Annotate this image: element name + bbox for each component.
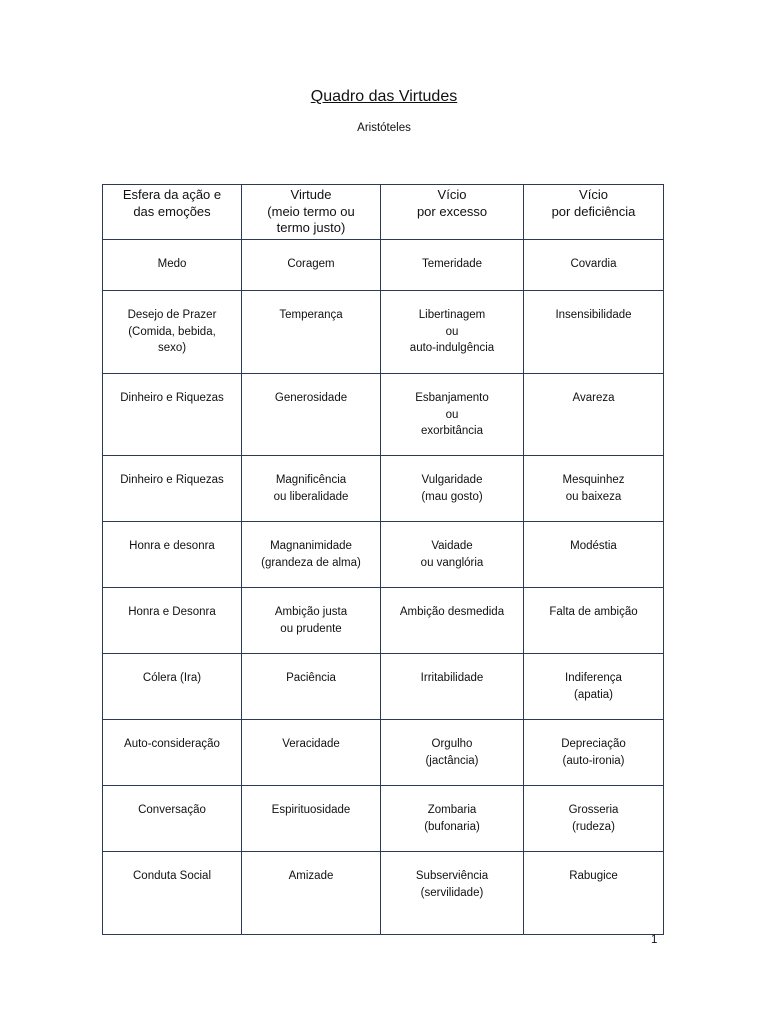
virtue-cell [242,588,381,654]
cell-text: Orgulho (jactância) [425,738,479,767]
document-author: Aristóteles [357,122,411,134]
cell-text: Irritabilidade [420,672,484,684]
header-vice-excess: Vício por excesso [381,185,524,240]
cell-text: Honra e desonra [129,540,215,552]
cell-text: Conduta Social [133,870,211,882]
cell-text: Paciência [286,672,336,684]
cell-text: Espirituosidade [271,804,351,816]
table-row [103,240,664,291]
vice-deficiency-cell [524,852,664,935]
cell-text: Insensibilidade [555,309,632,321]
cell-text: Falta de ambição [549,606,638,618]
cell-text: Dinheiro e Riquezas [120,392,224,404]
cell-text: Conversação [138,804,206,816]
cell-text: Mesquinhez ou baixeza [562,474,625,503]
cell-text: Indiferença (apatia) [565,672,622,701]
virtues-table [102,184,664,935]
vice-excess-cell [381,852,524,935]
cell-text: Generosidade [274,392,348,404]
sphere-cell [103,240,242,291]
table-row [103,786,664,852]
vice-excess-cell [381,588,524,654]
vice-deficiency-cell [524,374,664,456]
cell-text: Veracidade [282,738,340,750]
table-row [103,720,664,786]
cell-text: Depreciação (auto-ironia) [561,738,626,767]
vice-deficiency-cell [524,786,664,852]
sphere-cell [103,786,242,852]
sphere-cell [103,291,242,374]
sphere-cell [103,654,242,720]
cell-text: Covardia [570,258,617,270]
cell-text: Magnanimidade (grandeza de alma) [261,540,361,569]
table-row [103,456,664,522]
cell-text: Dinheiro e Riquezas [120,474,224,486]
cell-text: Libertinagem ou auto-indulgência [409,309,495,354]
page-number: 1 [651,934,658,946]
header-virtue: Virtude (meio termo ou termo justo) [242,185,381,240]
table-header-row [103,185,664,240]
virtue-cell [242,374,381,456]
vice-excess-cell [381,522,524,588]
cell-text: Modéstia [570,540,617,552]
vice-deficiency-cell [524,291,664,374]
vice-excess-cell [381,240,524,291]
sphere-cell [103,522,242,588]
table-row [103,654,664,720]
sphere-cell [103,852,242,935]
cell-text: Amizade [288,870,334,882]
table-row [103,522,664,588]
table-row [103,291,664,374]
virtue-cell [242,852,381,935]
vice-deficiency-cell [524,456,664,522]
header-vice-deficiency: Vício por deficiência [524,185,664,240]
cell-text: Honra e Desonra [128,606,216,618]
table-row [103,588,664,654]
cell-text: Magnificência ou liberalidade [273,474,349,503]
sphere-cell [103,588,242,654]
vice-deficiency-cell [524,588,664,654]
virtue-cell [242,291,381,374]
cell-text: Vaidade ou vanglória [420,540,484,569]
virtue-cell [242,654,381,720]
virtue-cell [242,456,381,522]
table-row [103,374,664,456]
sphere-cell [103,374,242,456]
cell-text: Vulgaridade (mau gosto) [421,474,483,503]
cell-text: Temperança [279,309,343,321]
cell-text: Auto-consideração [124,738,220,750]
vice-deficiency-cell [524,654,664,720]
table-row [103,852,664,935]
virtue-cell [242,240,381,291]
cell-text: Grosseria (rudeza) [568,804,619,833]
vice-deficiency-cell [524,522,664,588]
vice-deficiency-cell [524,720,664,786]
cell-text: Avareza [572,392,615,404]
cell-text: Temeridade [421,258,483,270]
vice-excess-cell [381,786,524,852]
virtue-cell [242,786,381,852]
document-title: Quadro das Virtudes [310,88,458,105]
vice-excess-cell [381,374,524,456]
vice-excess-cell [381,654,524,720]
cell-text: Medo [157,258,187,270]
vice-excess-cell [381,720,524,786]
cell-text: Ambição justa ou prudente [274,606,348,635]
header-sphere: Esfera da ação e das emoções [103,185,242,240]
sphere-cell [103,720,242,786]
vice-excess-cell [381,456,524,522]
cell-text: Subserviência (servilidade) [415,870,489,899]
vice-excess-cell [381,291,524,374]
cell-text: Coragem [287,258,335,270]
sphere-cell [103,456,242,522]
cell-text: Desejo de Prazer (Comida, bebida, sexo) [127,309,217,354]
virtue-cell [242,720,381,786]
cell-text: Zombaria (bufonaria) [424,804,480,833]
cell-text: Ambição desmedida [399,606,505,618]
cell-text: Cólera (Ira) [142,672,202,684]
virtue-cell [242,522,381,588]
cell-text: Esbanjamento ou exorbitância [415,392,489,437]
cell-text: Rabugice [569,870,618,882]
vice-deficiency-cell [524,240,664,291]
